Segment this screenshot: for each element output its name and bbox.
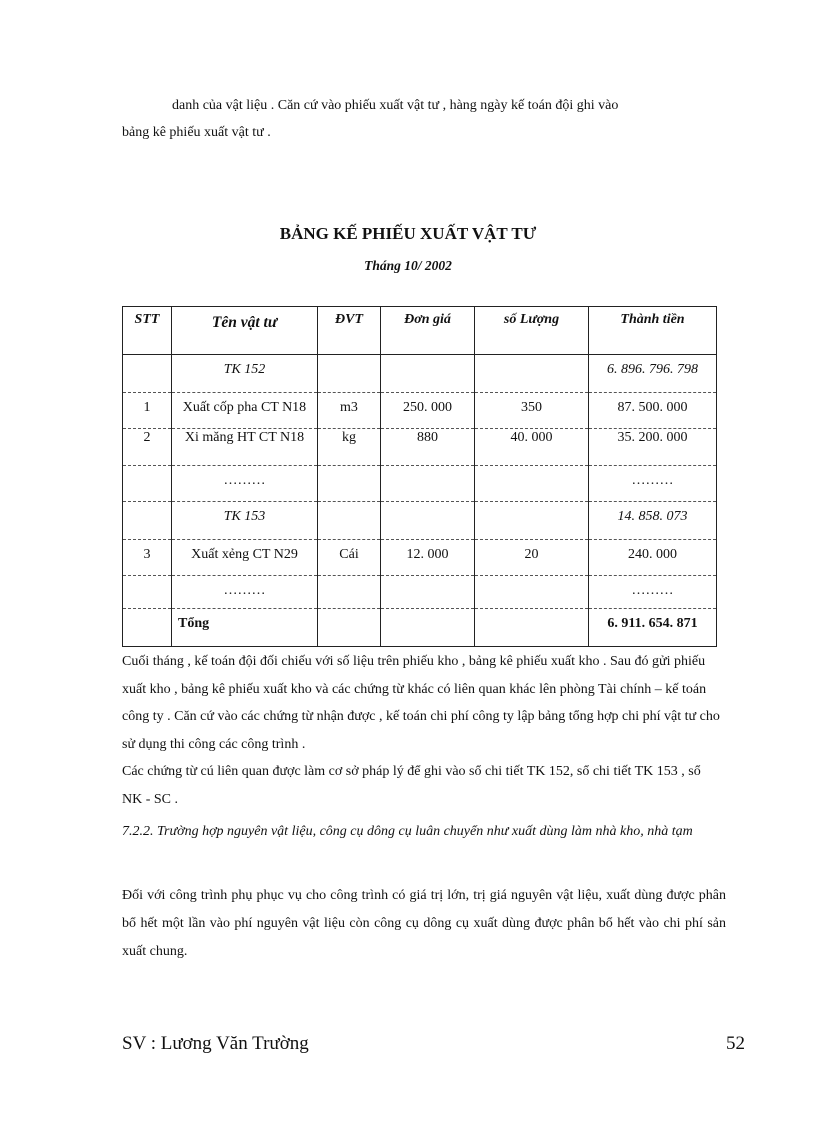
- cell-qty: [475, 466, 589, 502]
- cell-name: Xuất xẻng CT N29: [172, 540, 318, 576]
- header-amount: Thành tiền: [589, 307, 717, 355]
- footer-student-name: SV : Lương Văn Trường: [122, 1033, 309, 1054]
- table-title: BẢNG KẾ PHIẾU XUẤT VẬT TƯ: [279, 224, 537, 243]
- table-subtitle: Tháng 10/ 2002: [364, 258, 452, 273]
- cell-price: [381, 502, 475, 540]
- header-price: Đơn giá: [381, 307, 475, 355]
- intro-line-2: bảng kê phiếu xuất vật tư .: [122, 125, 271, 140]
- intro-line-1: danh của vật liệu . Căn cứ vào phiếu xuất vật tư , hàng ngày kế toán đội ghi vào: [172, 98, 619, 113]
- table-row: [123, 429, 717, 466]
- cell-stt: [123, 355, 172, 393]
- cell-amount: 14. 858. 073: [589, 502, 717, 540]
- cell-name: ………: [172, 466, 318, 502]
- cell-unit: m3: [318, 393, 381, 429]
- cell-qty: 20: [475, 540, 589, 576]
- table-row: [123, 540, 717, 576]
- cell-amount: ………: [589, 466, 717, 502]
- cell-amount: ………: [589, 576, 717, 609]
- header-qty: số Lượng: [475, 307, 589, 355]
- cell-stt: [123, 502, 172, 540]
- cell-unit: [318, 502, 381, 540]
- cell-amount: 87. 500. 000: [589, 393, 717, 429]
- header-stt: STT: [123, 307, 172, 355]
- cell-name: Xi măng HT CT N18: [172, 429, 318, 466]
- cell-unit: kg: [318, 429, 381, 466]
- cell-name: ………: [172, 576, 318, 609]
- cell-stt: [123, 466, 172, 502]
- cell-price: [381, 609, 475, 647]
- cell-unit: [318, 609, 381, 647]
- header-name: Tên vật tư: [172, 307, 318, 355]
- cell-price: [381, 466, 475, 502]
- cell-unit: Cái: [318, 540, 381, 576]
- cell-price: 12. 000: [381, 540, 475, 576]
- cell-amount: 240. 000: [589, 540, 717, 576]
- cell-qty: [475, 576, 589, 609]
- table-row: [123, 466, 717, 502]
- paragraph-1: Cuối tháng , kế toán đội đối chiếu với số liệu trên phiếu kho , bảng kê phiếu xuất kho . Sau đó gửi phiếu xuất kho , bảng kê phiếu xuất kho và các chứng từ khác có liên quan khác lên phòng Tài chính – kế toán công ty . Căn cứ vào các chứng từ nhận được , kế toán chi phí công ty lập bảng tổng hợp chi phí vật tư cho sử dụng thi công các công trình .: [122, 654, 720, 752]
- table-row: [123, 393, 717, 429]
- cell-unit: [318, 576, 381, 609]
- cell-stt: 1: [123, 393, 172, 429]
- total-label: Tổng: [172, 609, 318, 647]
- cell-qty: [475, 609, 589, 647]
- paragraph-2: Các chứng từ cú liên quan được làm cơ sở pháp lý để ghi vào sổ chi tiết TK 152, sổ chi tiết TK 153 , sổ NK - SC .: [122, 764, 701, 807]
- table-row: [123, 355, 717, 393]
- table-row: [123, 576, 717, 609]
- cell-qty: [475, 502, 589, 540]
- materials-table: [122, 306, 717, 647]
- cell-name: TK 153: [172, 502, 318, 540]
- cell-stt: [123, 576, 172, 609]
- cell-qty: [475, 355, 589, 393]
- cell-qty: 350: [475, 393, 589, 429]
- header-unit: ĐVT: [318, 307, 381, 355]
- cell-amount: 6. 896. 796. 798: [589, 355, 717, 393]
- cell-stt: [123, 609, 172, 647]
- total-amount: 6. 911. 654. 871: [589, 609, 717, 647]
- cell-amount: 35. 200. 000: [589, 429, 717, 466]
- cell-price: [381, 355, 475, 393]
- cell-unit: [318, 355, 381, 393]
- body-text: [122, 648, 722, 813]
- table-total-row: [123, 609, 717, 647]
- section-heading: 7.2.2. Trường hợp nguyên vật liệu, công cụ dông cụ luân chuyển như xuất dùng làm nhà kho, nhà tạm: [122, 824, 693, 839]
- cell-price: 880: [381, 429, 475, 466]
- cell-unit: [318, 466, 381, 502]
- table-row: [123, 502, 717, 540]
- table-header-row: [123, 307, 717, 355]
- page-number: 52: [726, 1033, 745, 1054]
- cell-stt: 3: [123, 540, 172, 576]
- cell-qty: 40. 000: [475, 429, 589, 466]
- cell-price: [381, 576, 475, 609]
- cell-stt: 2: [123, 429, 172, 466]
- cell-name: TK 152: [172, 355, 318, 393]
- cell-price: 250. 000: [381, 393, 475, 429]
- cell-name: Xuất cốp pha CT N18: [172, 393, 318, 429]
- paragraph-3: Đối với công trình phụ phục vụ cho công trình có giá trị lớn, trị giá nguyên vật liệu, xuất dùng được phân bổ hết một lần vào phí nguyên vật liệu còn công cụ dông cụ xuất dùng được phân bổ hết vào chi phí sản xuất chung.: [122, 888, 726, 959]
